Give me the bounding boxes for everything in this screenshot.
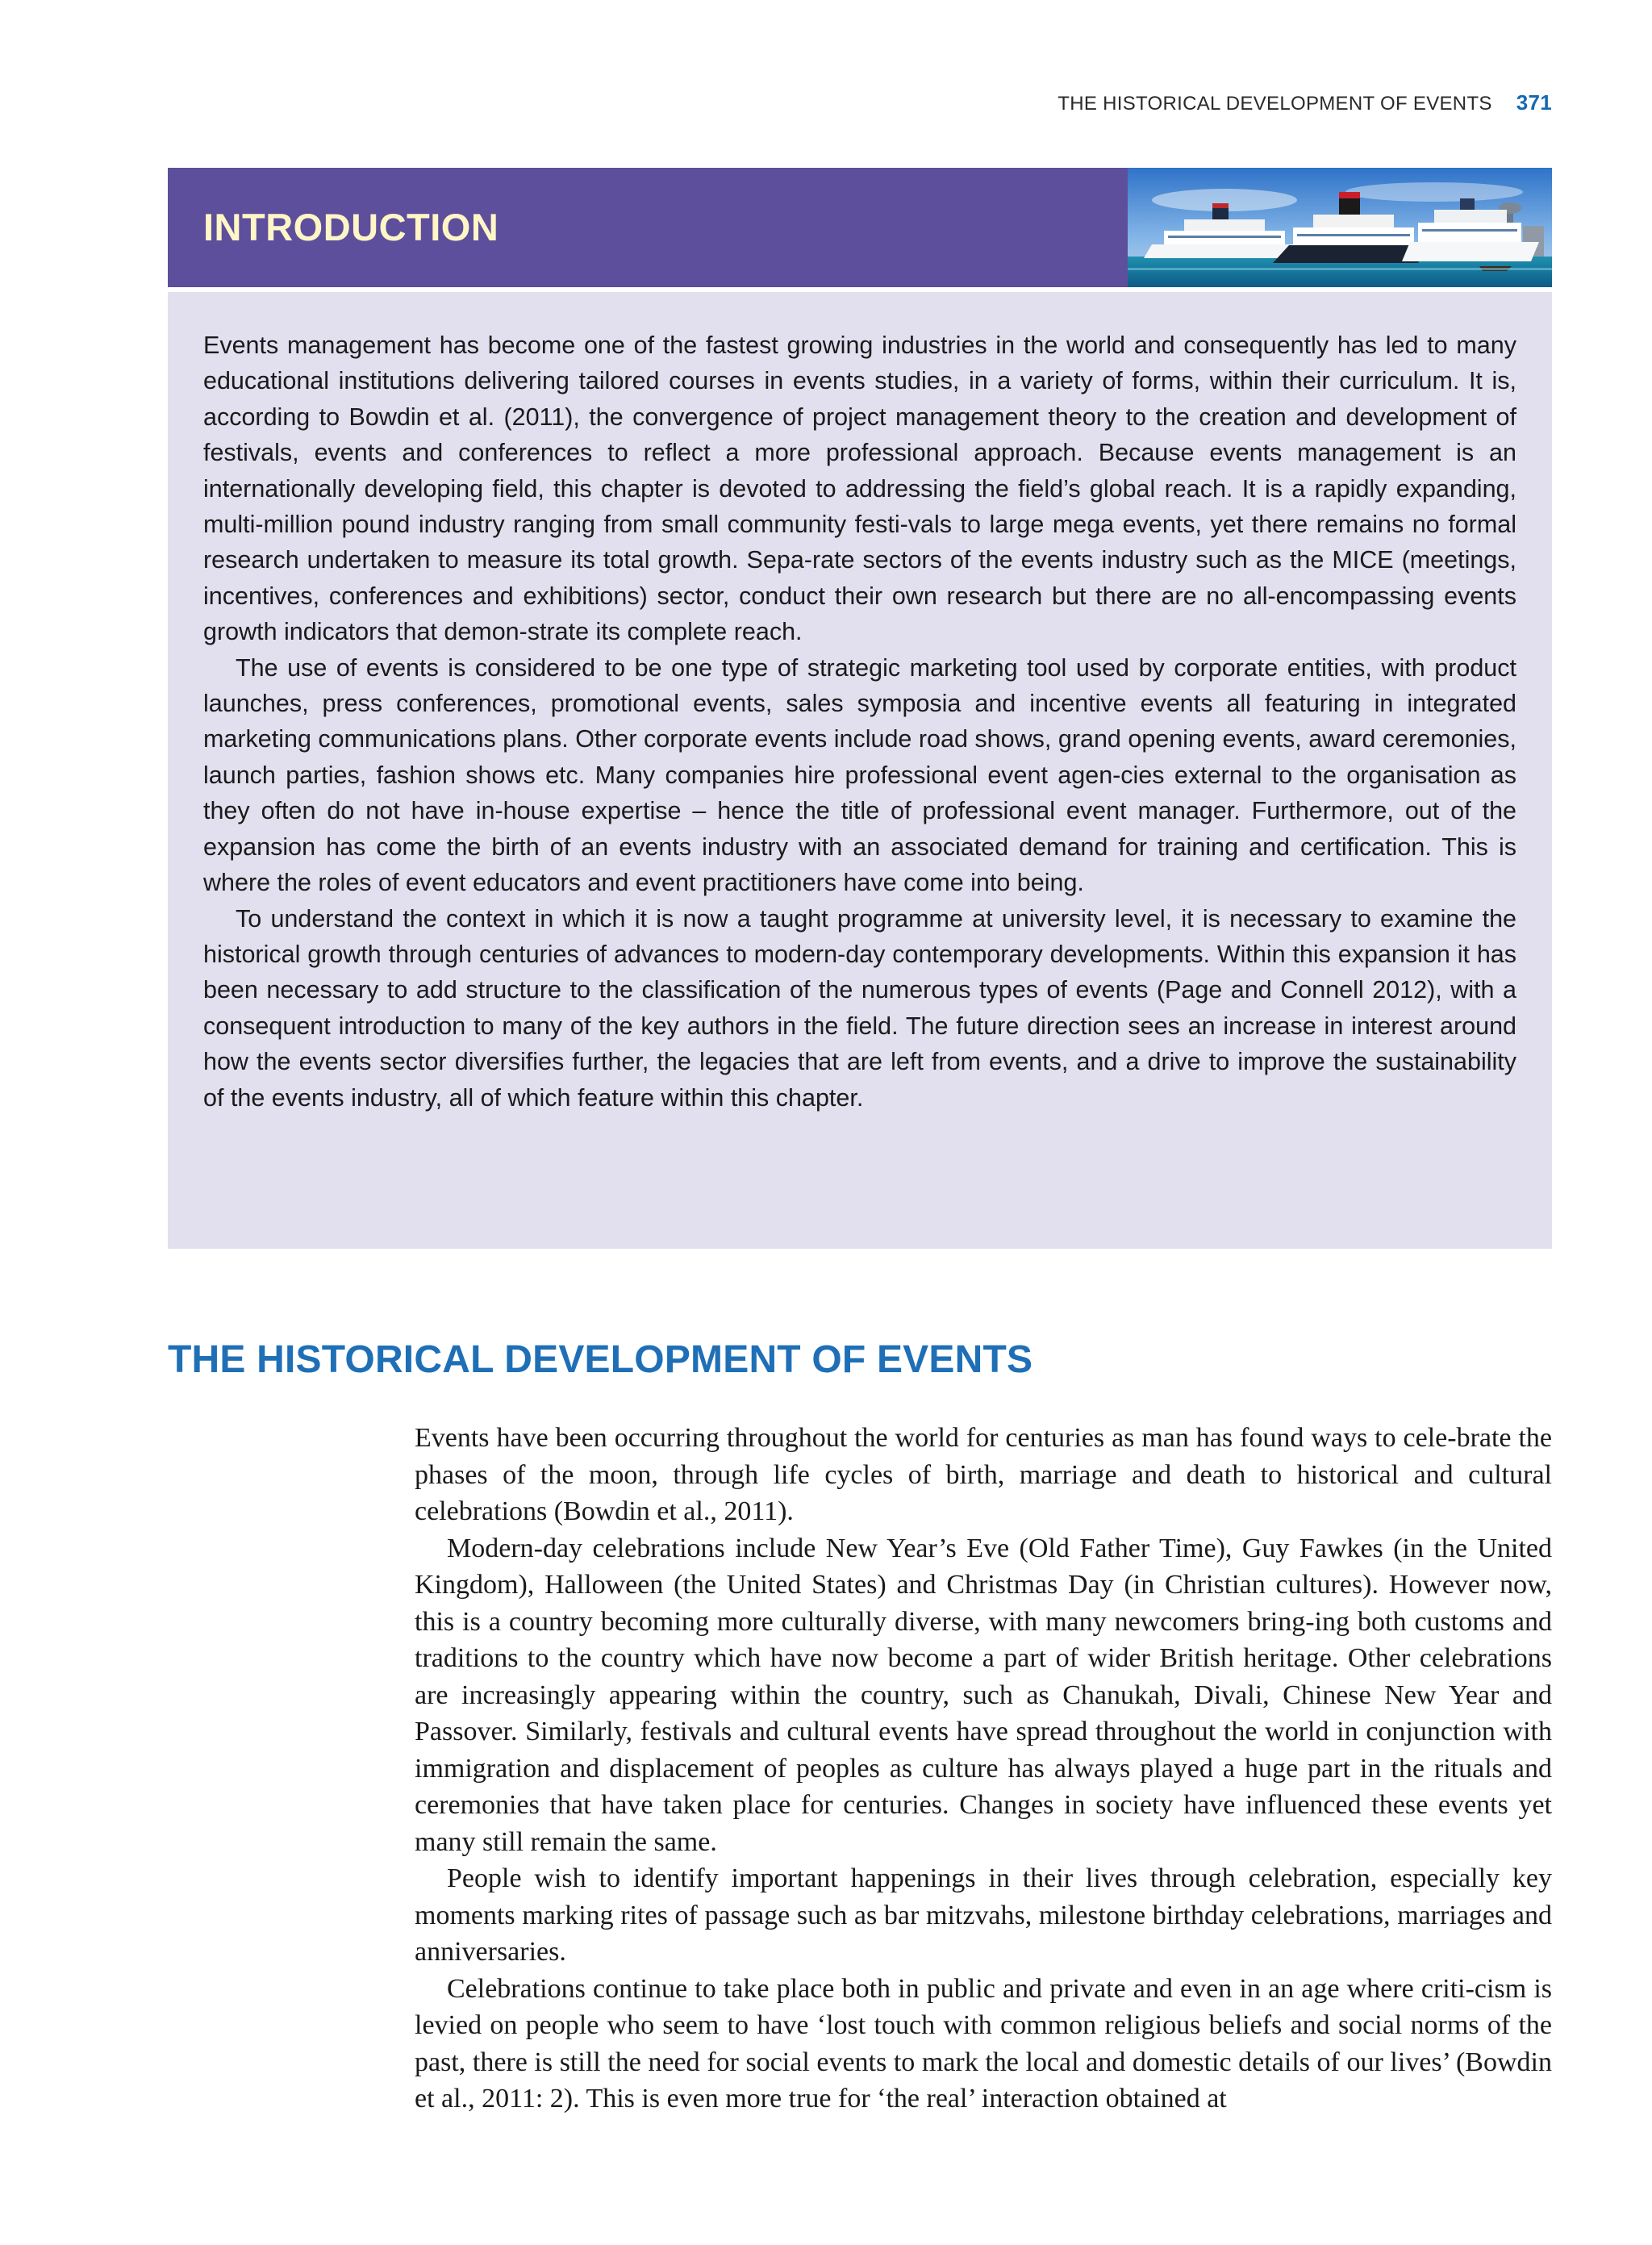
intro-paragraph-3: To understand the context in which it is now a taught programme at university level, it is necessary to examine the historical growth through centuries of advances to modern-day contemporary developments. Within this expansion it has been necessary to add structure to the classification of the numerous types of events (Page and Connell 2012), with a consequent introduction to many of the key authors in the field. The future direction sees an increase in interest around how the events sector diversifies further, the legacies that are left from events, and a drive to improve the sustainability of the events industry, all of which feature within this chapter.: [203, 904, 1516, 1112]
introduction-box: [168, 168, 1552, 1249]
page-number: 371: [1516, 90, 1552, 115]
section-body: [415, 1420, 1552, 2118]
running-head: [1058, 90, 1552, 115]
body-paragraph-1: Events have been occurring throughout the world for centuries as man has found ways to cele-brate the phases of the moon, through life cycles of birth, marriage and death to historical and cultural celebrations (Bowdin et al., 2011).: [415, 1423, 1552, 1526]
body-paragraph-4: Celebrations continue to take place both in public and private and even in an age where criti-cism is levied on people who seem to have ‘lost touch with common religious beliefs and social norms of the past, there is still the need for social events to mark the local and domestic details of our lives’ (Bowdin et al., 2011: 2). This is even more true for ‘the real’ interaction obtained at: [415, 1973, 1552, 2114]
section-heading: THE HISTORICAL DEVELOPMENT OF EVENTS: [168, 1338, 1033, 1381]
introduction-header: [168, 168, 1552, 287]
introduction-body: [168, 292, 1552, 1249]
cruise-ships-photo: [1128, 168, 1552, 287]
running-head-title: THE HISTORICAL DEVELOPMENT OF EVENTS: [1058, 93, 1492, 115]
intro-paragraph-2: The use of events is considered to be one type of strategic marketing tool used by corporate entities, with product launches, press conferences, promotional events, sales symposia and incentive events all featuring in integrated marketing communications plans. Other corporate events include road shows, grand opening events, award ceremonies, launch parties, fashion shows etc. Many companies hire professional event agen-cies external to the organisation as they often do not have in-house expertise – hence the title of professional event manager. Furthermore, out of the expansion has come the birth of an events industry with an associated demand for training and certification. This is where the roles of event educators and event practitioners have come into being.: [203, 653, 1516, 897]
introduction-text: [203, 328, 1516, 1116]
intro-paragraph-1: Events management has become one of the fastest growing industries in the world and consequently has led to many educational institutions delivering tailored courses in events studies, in a variety of forms, within their curriculum. It is, according to Bowdin et al. (2011), the convergence of project management theory to the creation and development of festivals, events and conferences to reflect a more professional approach. Because events management is an internationally developing field, this chapter is devoted to addressing the field’s global reach. It is a rapidly expanding, multi-million pound industry ranging from small community festi-vals to large mega events, yet there remains no formal research undertaken to measure its total growth. Sepa-rate sectors of the events industry such as the MICE (meetings, incentives, conferences and exhibitions) sector, conduct their own research but there are no all-encompassing events growth indicators that demon-strate its complete reach.: [203, 332, 1516, 646]
body-paragraph-2: Modern-day celebrations include New Year’s Eve (Old Father Time), Guy Fawkes (in the United Kingdom), Halloween (the United States) and Christmas Day (in Christian cultures). However now, this is a country becoming more culturally diverse, with many newcomers bring-ing both customs and traditions to the country which have now become a part of wider British heritage. Other celebrations are increasingly appearing within the country, such as Chanukah, Divali, Chinese New Year and Passover. Similarly, festivals and cultural events have spread throughout the world in conjunction with immigration and displacement of peoples as culture has always played a huge part in the rituals and ceremonies that have taken place for centuries. Changes in society have influenced these events yet many still remain the same.: [415, 1533, 1552, 1857]
body-paragraph-3: People wish to identify important happenings in their lives through celebration, especially key moments marking rites of passage such as bar mitzvahs, milestone birthday celebrations, marriages and anniversaries.: [415, 1863, 1552, 1967]
introduction-title: INTRODUCTION: [203, 206, 499, 248]
